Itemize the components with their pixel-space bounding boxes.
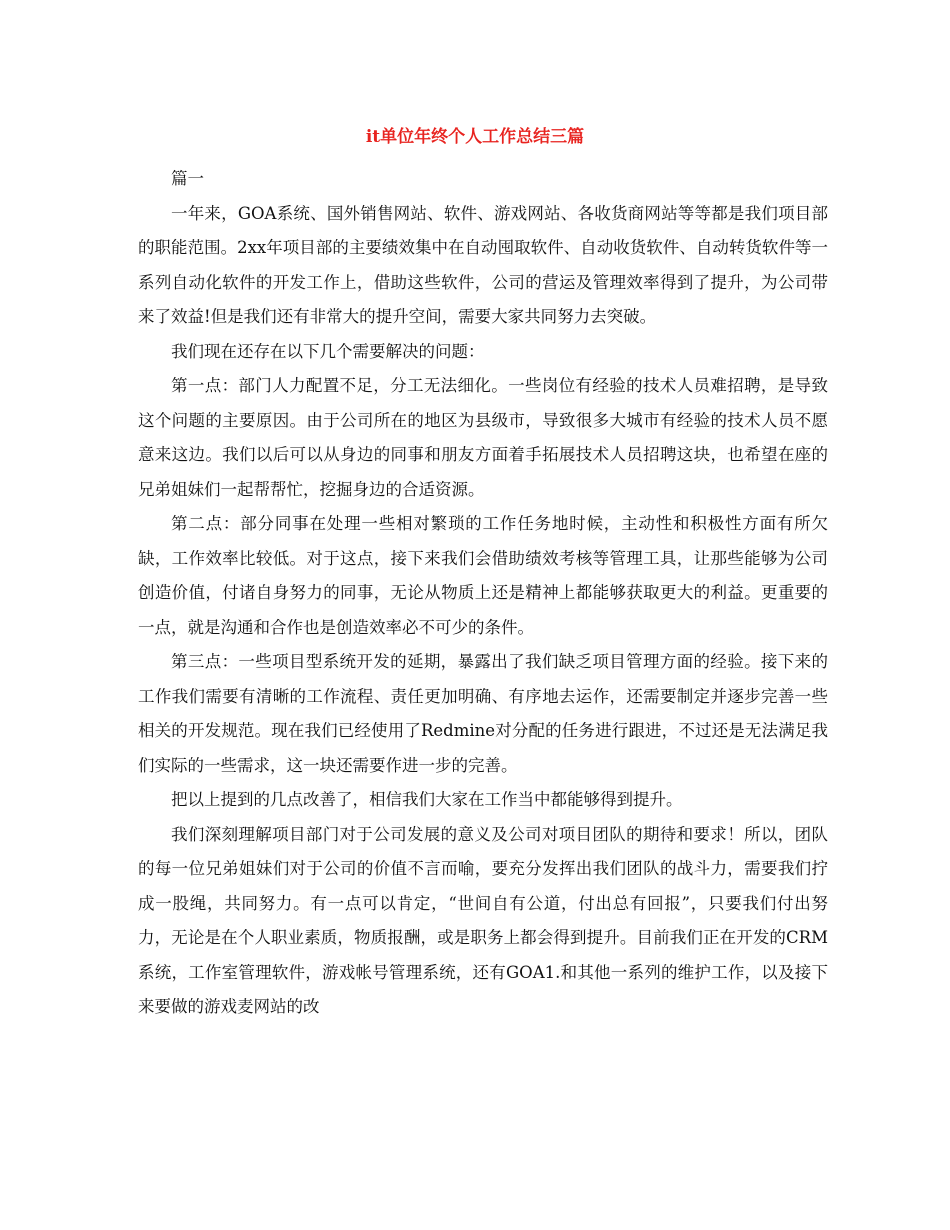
document-body — [138, 162, 828, 1025]
document-title: it单位年终个人工作总结三篇 — [365, 127, 585, 147]
paragraph: 第三点：一些项目型系统开发的延期，暴露出了我们缺乏项目管理方面的经验。接下来的工作我们需要有清晰的工作流程、责任更加明确、有序地去运作，还需要制定并逐步完善一些相关的开发规范。现在我们已经使用了Redmine对分配的任务进行跟进，不过还是无法满足我们实际的一些需求，这一块还需要作进一步的完善。 — [138, 652, 828, 775]
paragraph: 把以上提到的几点改善了，相信我们大家在工作当中都能够得到提升。 — [171, 790, 683, 809]
section-heading: 篇一 — [171, 169, 204, 188]
paragraph: 第一点：部门人力配置不足，分工无法细化。一些岗位有经验的技术人员难招聘，是导致这个问题的主要原因。由于公司所在的地区为县级市，导致很多大城市有经验的技术人员不愿意来这边。我们以后可以从身边的同事和朋友方面着手拓展技术人员招聘这块，也希望在座的兄弟姐妹们一起帮帮忙，挖掘身边的合适资源。 — [138, 376, 828, 499]
paragraph: 我们现在还存在以下几个需要解决的问题： — [171, 341, 485, 361]
paragraph: 一年来，GOA系统、国外销售网站、软件、游戏网站、各收货商网站等等都是我们项目部的职能范围。2xx年项目部的主要绩效集中在自动囤取软件、自动收货软件、自动转货软件等一系列自动化软件的开发工作上，借助这些软件，公司的营运及管理效率得到了提升，为公司带来了效益!但是我们还有非常大的提升空间，需要大家共同努力去突破。 — [138, 203, 828, 326]
paragraph: 第二点：部分同事在处理一些相对繁琐的工作任务地时候，主动性和积极性方面有所欠缺，工作效率比较低。对于这点，接下来我们会借助绩效考核等管理工具，让那些能够为公司创造价值，付诸自身努力的同事，无论从物质上还是精神上都能够获取更大的利益。更重要的一点，就是沟通和合作也是创造效率必不可少的条件。 — [138, 514, 828, 637]
paragraph: 我们深刻理解项目部门对于公司发展的意义及公司对项目团队的期待和要求！所以，团队的每一位兄弟姐妹们对于公司的价值不言而喻，要充分发挥出我们团队的战斗力，需要我们拧成一股绳，共同努力。有一点可以肯定，“世间自有公道，付出总有回报”，只要我们付出努力，无论是在个人职业素质，物质报酬，或是职务上都会得到提升。目前我们正在开发的CRM系统，工作室管理软件，游戏帐号管理系统，还有GOA1.和其他一系列的维护工作，以及接下来要做的游戏麦网站的改 — [138, 824, 828, 1016]
